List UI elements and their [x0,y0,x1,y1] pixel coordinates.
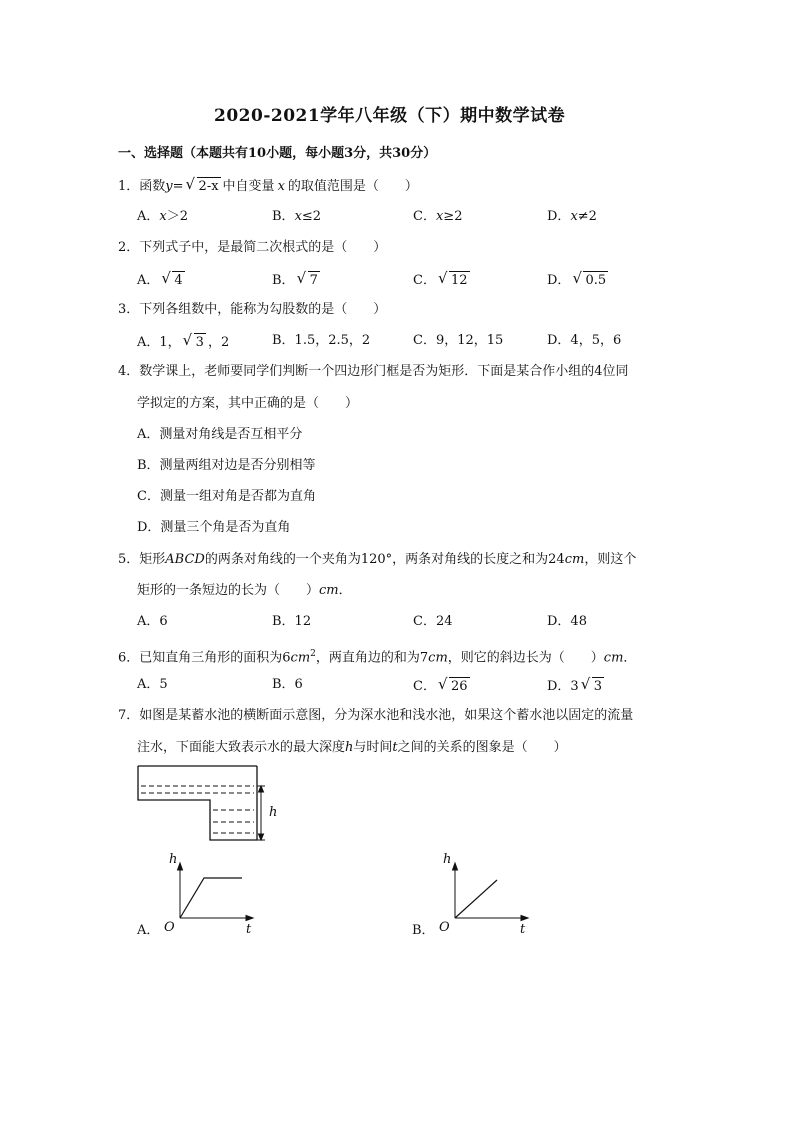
question-4-line1: 4．数学课上，老师要同学们判断一个四边形门框是否为矩形．下面是某合作小组的4位同 [118,364,629,379]
q1-option-c: C．x≥2 [413,209,463,224]
q3-option-d: D．4，5，6 [547,333,622,348]
q6-option-a: A．5 [137,677,168,692]
depth-label: h [269,805,278,820]
q1-option-b: B．x≤2 [272,209,322,224]
question-5-line2: 矩形的一条短边的长为（ ）cm． [137,583,352,598]
q2-option-d: D．√ 0.5 [547,271,610,289]
q2-option-b: B．√ 7 [272,271,322,289]
q3-option-c: C．9，12，15 [413,333,504,348]
q1-option-a: A．x＞2 [137,209,189,224]
q4-option-d: D．测量三个角是否为直角 [137,520,291,535]
question-7-line1: 7．如图是某蓄水池的横断面示意图，分为深水池和浅水池，如果这个蓄水池以固定的流量 [118,708,634,723]
q5-option-b: B．12 [272,614,312,629]
q6-option-d: D．3√ 3 [547,677,606,695]
graph-a-y-label: h [169,852,178,867]
graph-b-x-label: t [520,922,526,937]
q3-option-b: B．1.5，2.5，2 [272,333,371,348]
question-6: 6．已知直角三角形的面积为$6cm^2$，两直角边的和为7cm，则它的斜边长为（ ）cm． [118,649,637,666]
sqrt-expression: √ 2-x [186,177,221,195]
question-5-line1: 5．矩形ABCD的两条对角线的一个夹角为120°，两条对角线的长度之和为24cm，则这个 [118,552,637,567]
q1-option-d: D．x≠2 [547,209,597,224]
question-4-line2: 学拟定的方案，其中正确的是（ ） [137,396,359,411]
q4-option-a: A．测量对角线是否互相平分 [137,427,303,442]
graph-b-origin: O [439,920,450,935]
q6-option-b: B．6 [272,677,303,692]
q2-option-c: C．√ 12 [413,271,472,289]
graph-b-y-label: h [443,852,452,867]
graph-b-option: B． [412,923,435,938]
q6-option-c: C．√ 26 [413,677,472,695]
graph-a-origin: O [164,920,175,935]
q5-option-d: D．48 [547,614,587,629]
section-heading: 一、选择题（本题共有10小题，每小题3分，共30分） [118,146,437,161]
graph-a-x-label: t [246,922,252,937]
page-title: 2020-2021学年八年级（下）期中数学试卷 [214,106,566,126]
question-1: 1．函数y=√ 2-x 中自变量 x 的取值范围是（ ） [118,177,418,195]
q4-option-b: B．测量两组对边是否分别相等 [137,458,316,473]
question-7-line2: 注水，下面能大致表示水的最大深度h与时间t之间的关系的图象是（ ） [137,740,567,755]
question-3: 3．下列各组数中，能称为勾股数的是（ ） [118,302,387,317]
q5-option-c: C．24 [413,614,453,629]
q5-option-a: A．6 [137,614,168,629]
q4-option-c: C．测量一组对角是否都为直角 [137,489,316,504]
graph-a-option: A． [137,923,160,938]
q2-option-a: A．√ 4 [137,271,187,289]
q3-option-a: A．1，√ 3 ，2 [137,333,229,351]
question-2: 2．下列式子中，是最简二次根式的是（ ） [118,240,387,255]
